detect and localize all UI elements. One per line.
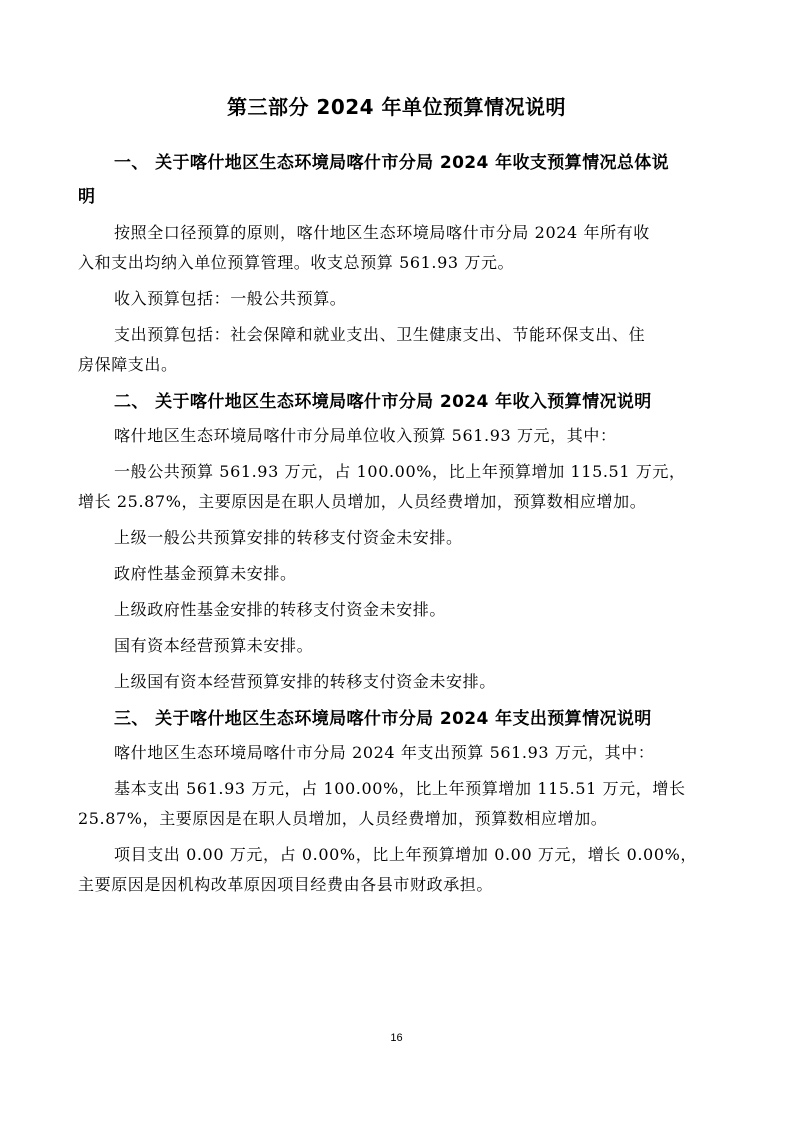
paragraph-line: 基本支出 561.93 万元，占 100.00%，比上年预算增加 115.51 万元，增长 xyxy=(114,779,686,798)
paragraph xyxy=(78,774,716,834)
paragraph-line: 一般公共预算 561.93 万元，占 100.00%，比上年预算增加 115.51 万元， xyxy=(114,462,686,481)
paragraph xyxy=(78,595,716,625)
paragraph xyxy=(78,421,716,451)
paragraph-line: 入和支出均纳入单位预算管理。收支总预算 561.93 万元。 xyxy=(78,253,515,272)
section-heading xyxy=(78,146,716,180)
section-heading: 三、 关于喀什地区生态环境局喀什市分局 2024 年支出预算情况说明 xyxy=(114,709,652,729)
paragraph xyxy=(78,840,716,900)
paragraph xyxy=(78,667,716,697)
paragraph-line: 政府性基金预算未安排。 xyxy=(114,564,297,583)
paragraph xyxy=(78,523,716,553)
section-1 xyxy=(78,146,716,380)
paragraph xyxy=(78,457,716,517)
paragraph-line: 国有资本经营预算未安排。 xyxy=(114,636,314,655)
paragraph-line: 上级一般公共预算安排的转移支付资金未安排。 xyxy=(114,528,463,547)
paragraph xyxy=(78,320,716,380)
paragraph-line: 支出预算包括：社会保障和就业支出、卫生健康支出、节能环保支出、住 xyxy=(114,325,646,344)
paragraph-line: 上级国有资本经营预算安排的转移支付资金未安排。 xyxy=(114,672,496,691)
paragraph-line: 收入预算包括：一般公共预算。 xyxy=(114,289,347,308)
document-body xyxy=(78,146,716,906)
section-heading-line: 一、 关于喀什地区生态环境局喀什市分局 2024 年收支预算情况总体说 xyxy=(114,153,670,173)
paragraph xyxy=(78,284,716,314)
paragraph-line: 增长 25.87%，主要原因是在职人员增加，人员经费增加，预算数相应增加。 xyxy=(78,492,647,511)
paragraph-line: 25.87%，主要原因是在职人员增加，人员经费增加，预算数相应增加。 xyxy=(78,809,608,828)
paragraph-line: 按照全口径预算的原则，喀什地区生态环境局喀什市分局 2024 年所有收 xyxy=(114,223,650,242)
paragraph-line: 喀什地区生态环境局喀什市分局 2024 年支出预算 561.93 万元，其中： xyxy=(114,743,655,762)
paragraph-line: 喀什地区生态环境局喀什市分局单位收入预算 561.93 万元，其中： xyxy=(114,426,617,445)
paragraph-line: 项目支出 0.00 万元，占 0.00%，比上年预算增加 0.00 万元，增长 0.00%， xyxy=(114,845,698,864)
section-2 xyxy=(78,386,716,697)
section-heading: 二、 关于喀什地区生态环境局喀什市分局 2024 年收入预算情况说明 xyxy=(114,392,652,412)
paragraph xyxy=(78,738,716,768)
paragraph-line: 房保障支出。 xyxy=(78,355,178,374)
paragraph-line: 主要原因是因机构改革原因项目经费由各县市财政承担。 xyxy=(78,875,494,894)
paragraph-line: 上级政府性基金安排的转移支付资金未安排。 xyxy=(114,600,447,619)
page-title: 第三部分 2024 年单位预算情况说明 xyxy=(226,95,567,119)
paragraph xyxy=(78,218,716,278)
paragraph xyxy=(78,559,716,589)
section-3 xyxy=(78,703,716,900)
page-number: 16 xyxy=(390,1032,403,1044)
paragraph xyxy=(78,631,716,661)
section-heading-line: 明 xyxy=(78,187,96,207)
